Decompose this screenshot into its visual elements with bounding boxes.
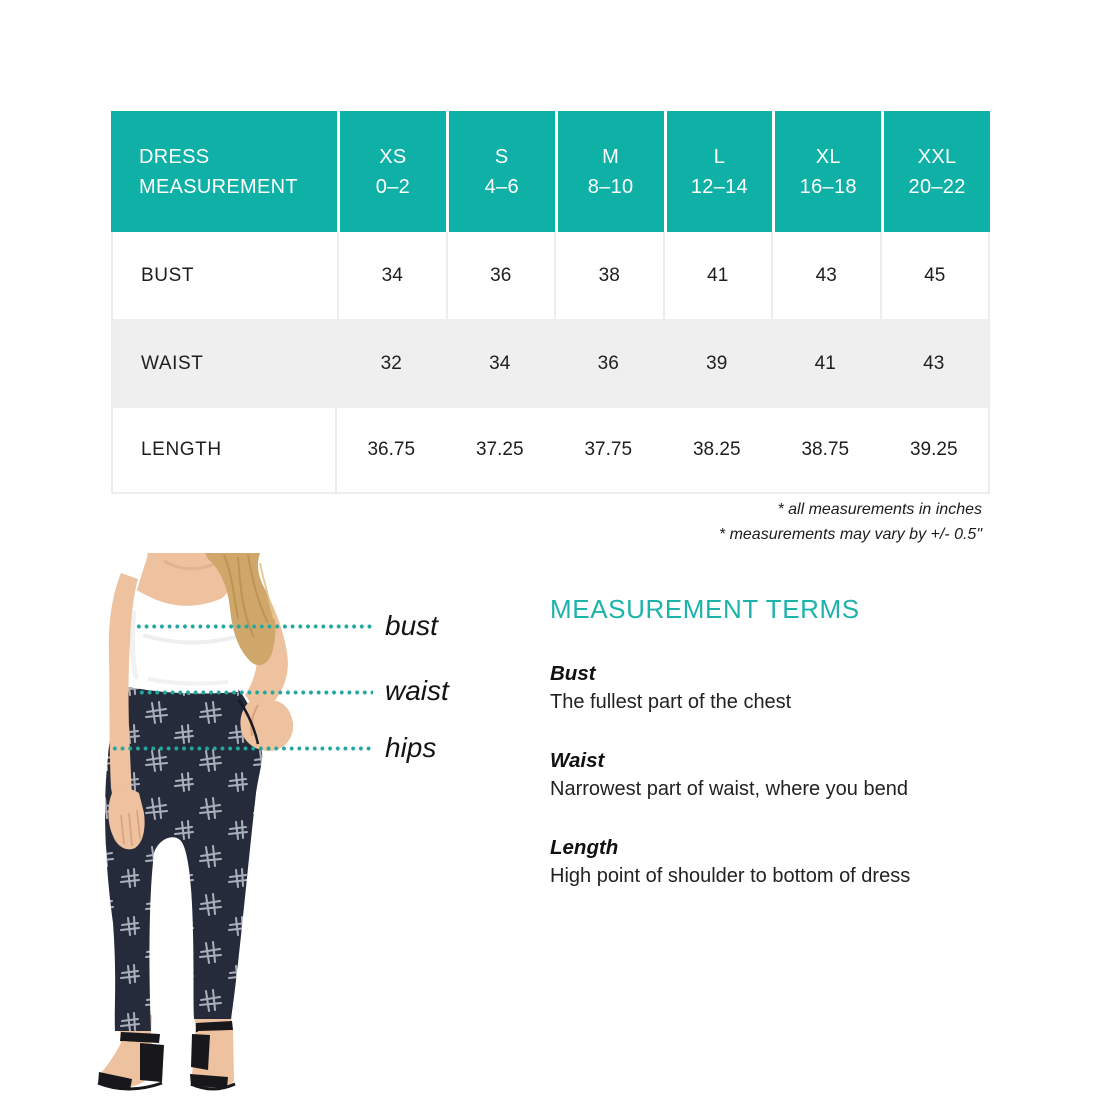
footnotes (111, 497, 990, 547)
header-cell-size-s (446, 111, 555, 232)
measurement-terms (550, 594, 1020, 920)
length-value-s: 37.25 (475, 439, 524, 460)
size-name: S (494, 145, 509, 168)
header-cell-dress-measurement (111, 111, 337, 232)
size-range: 16–18 (799, 175, 857, 198)
waist-value-xs: 32 (380, 352, 402, 374)
waist-value-xl: 41 (814, 352, 836, 374)
size-name: L (713, 145, 726, 168)
term-item-waist (550, 746, 1020, 804)
row-label: BUST (141, 264, 195, 286)
bust-value-m: 38 (554, 232, 663, 319)
bust-value-xl: 43 (771, 232, 880, 319)
size-name: XL (815, 145, 841, 168)
bust-measure-line (135, 624, 373, 629)
size-range: 8–10 (587, 175, 634, 198)
row-label: WAIST (141, 352, 204, 374)
bust-line-label: bust (385, 610, 438, 641)
size-range: 20–22 (908, 175, 966, 198)
term-item-bust (550, 659, 1020, 717)
term-item-length (550, 833, 1020, 891)
terms-heading: MEASUREMENT TERMS (550, 594, 860, 624)
model-shoes (98, 1021, 235, 1090)
measurement-diagram-section (0, 553, 1100, 1100)
size-range: 12–14 (690, 175, 748, 198)
footnote-variance: * measurements may vary by +/- 0.5" (718, 526, 982, 543)
size-name: XXL (917, 145, 957, 168)
row-label: LENGTH (113, 408, 337, 492)
header-label-line2: MEASUREMENT (139, 175, 298, 198)
waist-value-xxl: 43 (923, 352, 945, 374)
hips-line-label: hips (385, 732, 437, 763)
term-definition: The fullest part of the chest (550, 691, 792, 713)
header-label-line1: DRESS (139, 145, 210, 168)
size-range: 0–2 (375, 175, 411, 198)
waist-value-s: 34 (489, 352, 511, 374)
bust-value-s: 36 (446, 232, 555, 319)
model-photo (88, 553, 388, 1100)
term-name: Waist (550, 749, 605, 772)
size-name: M (602, 145, 620, 168)
waist-measure-line (138, 690, 373, 695)
term-name: Length (550, 836, 619, 859)
bust-value-l: 41 (663, 232, 772, 319)
length-value-xs: 36.75 (367, 439, 416, 460)
size-table-body (111, 232, 990, 494)
length-value-xl: 38.75 (801, 439, 850, 460)
header-cell-size-m (555, 111, 664, 232)
bust-value-xs: 34 (337, 232, 446, 319)
term-definition: Narrowest part of waist, where you bend (550, 778, 908, 800)
term-definition: High point of shoulder to bottom of dress (550, 865, 911, 887)
size-table (111, 111, 990, 494)
length-value-xxl: 39.25 (909, 439, 958, 460)
waist-line-label: waist (385, 675, 449, 706)
length-value-l: 38.25 (692, 439, 741, 460)
table-row-waist (113, 319, 988, 408)
size-name: XS (379, 145, 407, 168)
header-cell-size-xxl (881, 111, 990, 232)
table-row-length (113, 408, 988, 492)
size-range: 4–6 (484, 175, 519, 198)
bust-value-xxl: 45 (880, 232, 989, 319)
hips-measure-line (111, 746, 373, 751)
footnote-inches: * all measurements in inches (777, 501, 982, 518)
header-cell-size-xl (772, 111, 881, 232)
term-name: Bust (550, 662, 596, 685)
waist-value-m: 36 (597, 352, 619, 374)
header-cell-size-l (664, 111, 773, 232)
header-cell-size-xs (337, 111, 446, 232)
size-table-header (111, 111, 990, 232)
waist-value-l: 39 (706, 352, 728, 374)
length-value-m: 37.75 (584, 439, 633, 460)
table-row-bust (113, 232, 988, 319)
